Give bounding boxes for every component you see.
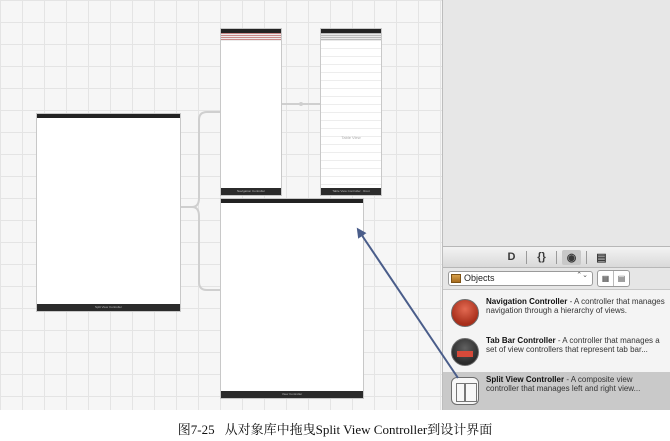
media-icon[interactable]: ▤ xyxy=(596,251,607,264)
file-icon[interactable]: D xyxy=(507,251,516,263)
object-name: Split View Controller xyxy=(486,375,565,384)
object-description: - A composite view controller that manages left and right view... xyxy=(486,375,641,393)
list-view-icon[interactable]: ▤ xyxy=(613,271,629,286)
object-name: Tab Bar Controller xyxy=(486,336,556,345)
scene-dock-label: Table View Controller · Root xyxy=(321,188,381,195)
object-icon[interactable]: ◉ xyxy=(562,250,581,265)
chevron-updown-icon: ⌃⌄ xyxy=(576,271,588,279)
grid-view-icon[interactable]: ▦ xyxy=(601,273,610,283)
scene-dock-label: View Controller xyxy=(221,391,363,398)
figure-number: 图7-25 xyxy=(177,422,215,437)
object-name: Navigation Controller xyxy=(486,297,568,306)
library-filter-label: Objects xyxy=(464,273,495,283)
drag-arrow xyxy=(359,231,458,378)
object-description: - A controller that manages a set of view controllers that represent tab bar... xyxy=(486,336,660,354)
figure-caption xyxy=(0,419,670,438)
scene-dock-label: Split View Controller xyxy=(37,304,180,311)
caption-text: 从对象库中拖曳Split View Controller到设计界面 xyxy=(224,422,493,437)
table-view-label: Table View xyxy=(341,135,361,140)
scene-dock-label: Navigation Controller xyxy=(221,188,281,195)
code-snippet-icon[interactable]: {} xyxy=(537,251,546,263)
object-description: - A controller that manages navigation through a hierarchy of views. xyxy=(486,297,665,315)
